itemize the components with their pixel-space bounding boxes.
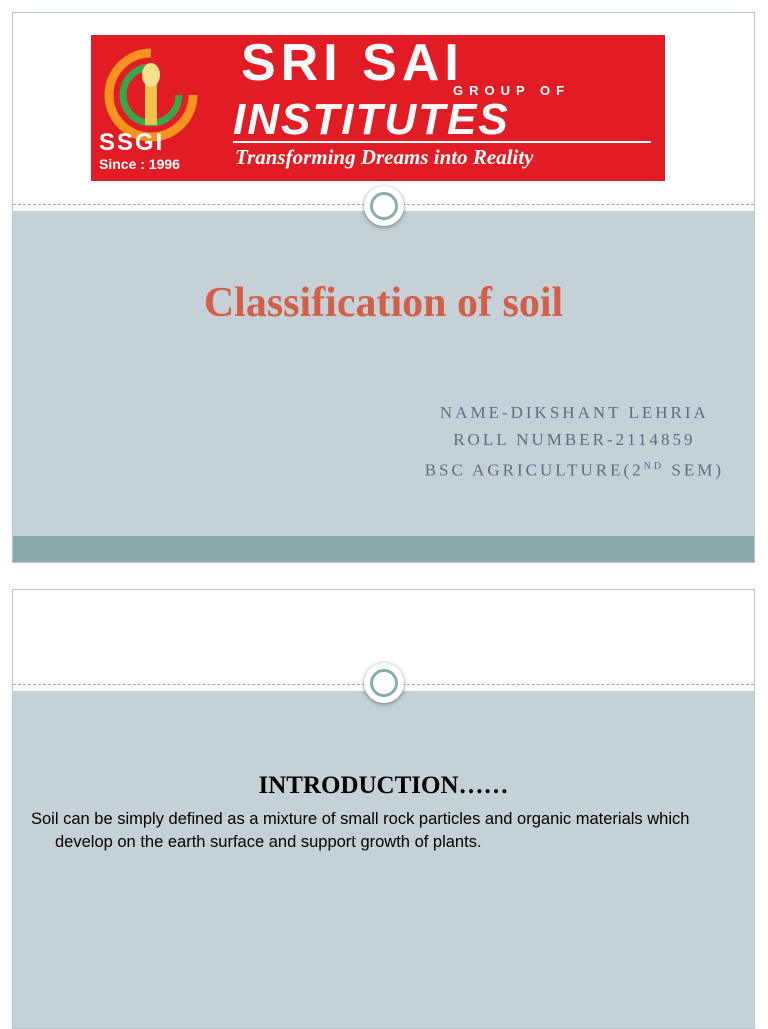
institute-logo xyxy=(91,35,665,181)
circle-ornament-icon xyxy=(364,663,404,703)
logo-name: SRI SAI xyxy=(241,35,464,92)
section-heading: INTRODUCTION…… xyxy=(258,772,509,799)
logo-divider xyxy=(233,141,651,143)
roll-number: ROLL NUMBER-2114859 xyxy=(453,430,696,449)
title-slide xyxy=(12,12,755,563)
course-info: BSC AGRICULTURE(2ND SEM) xyxy=(424,460,724,480)
author-name: NAME-DIKSHANT LEHRIA xyxy=(439,403,709,422)
slide-header xyxy=(13,13,754,208)
slide-body xyxy=(13,211,754,538)
logo-abbreviation: SSGI xyxy=(99,129,165,156)
logo-since: Since : 1996 xyxy=(99,156,180,172)
logo-group-of: GROUP OF xyxy=(453,83,571,98)
author-info xyxy=(425,399,724,484)
footer-band xyxy=(13,536,754,562)
body-paragraph: Soil can be simply defined as a mixture of small rock particles and organic materials which develop on the earth surface and support growth of plants. xyxy=(31,810,690,851)
circle-ornament-icon xyxy=(364,186,404,226)
slide-body xyxy=(13,691,754,1029)
introduction-slide xyxy=(12,589,755,1029)
logo-tagline: Transforming Dreams into Reality xyxy=(235,145,534,169)
logo-institutes: INSTITUTES xyxy=(233,95,510,144)
slide-title: Classification of soil xyxy=(203,280,564,326)
